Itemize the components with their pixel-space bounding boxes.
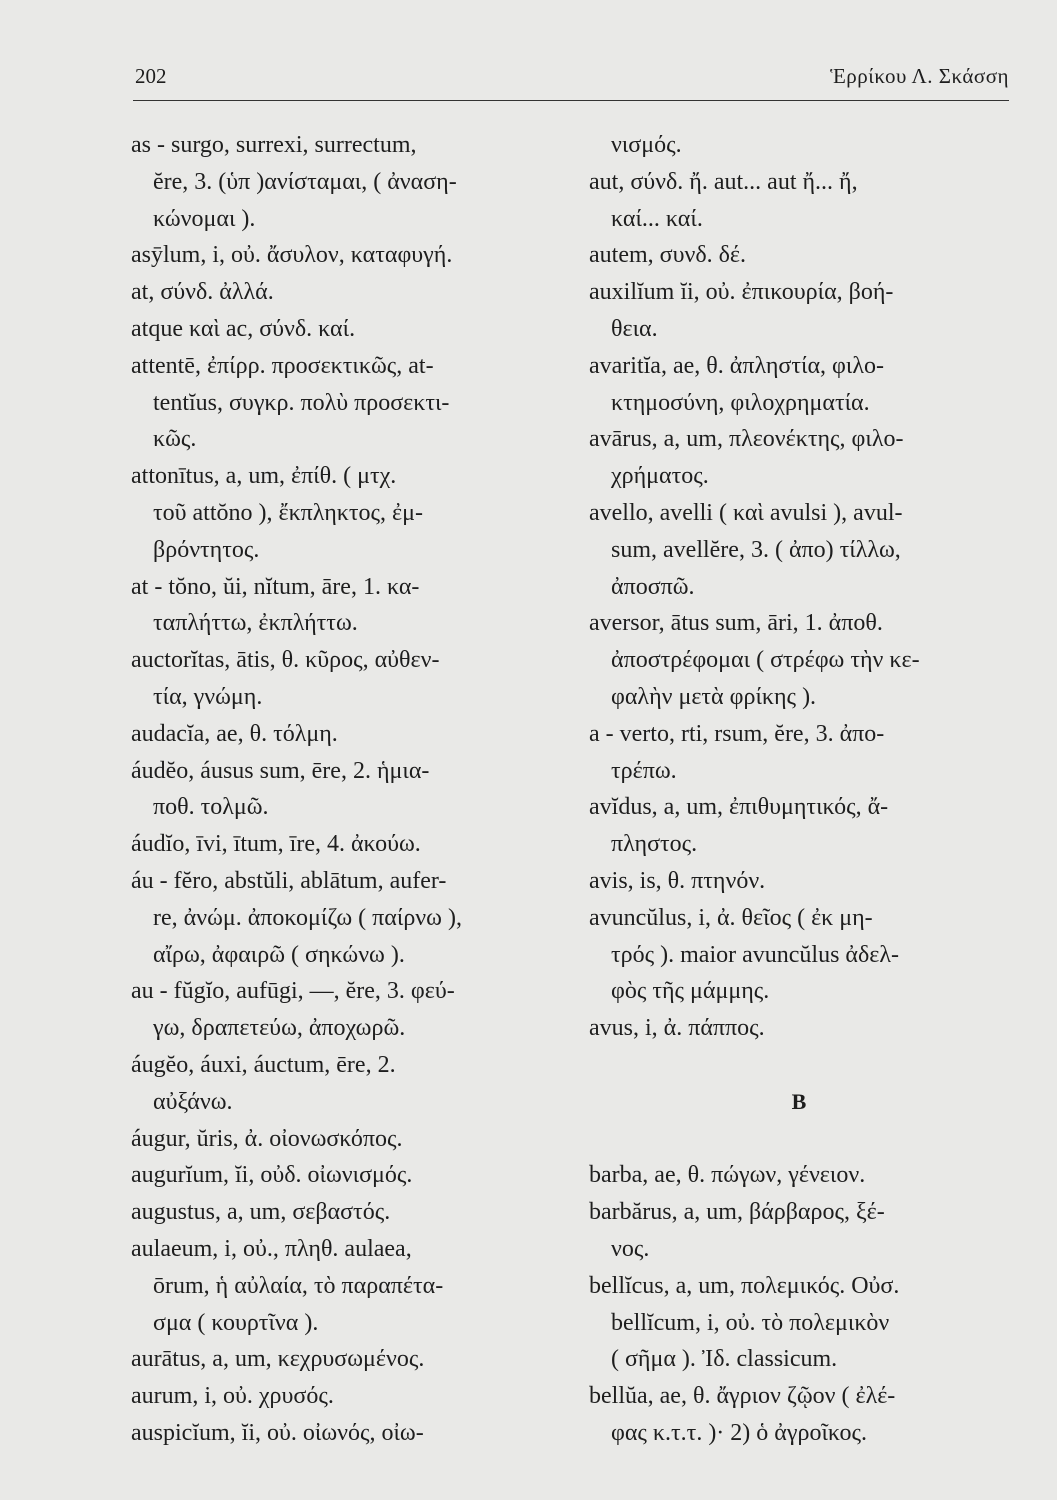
entry-line — [589, 1121, 1009, 1158]
entry-line: re, ἀνώμ. ἀποκομίζω ( παίρνω ), — [153, 904, 462, 931]
entry-line: avaritĭa, ae, θ. ἀπληστία, φιλο- — [589, 352, 884, 379]
entry-line: θεια. — [611, 315, 658, 342]
entry-line: avārus, a, um, πλεονέκτης, φιλο- — [589, 426, 904, 453]
page-number: 202 — [135, 64, 167, 88]
entry-line: κτημοσύνη, φιλοχρηματία. — [611, 389, 870, 416]
entry-line: auxilĭum ĭi, οὐ. ἐπικουρία, βοή- — [589, 279, 894, 306]
entry-line: augurĭum, ĭi, οὐδ. οἰωνισμός. — [131, 1162, 413, 1189]
entry-line: αὐξάνω. — [153, 1088, 233, 1115]
entry-line: áugĕo, áuxi, áuctum, ēre, 2. — [131, 1051, 396, 1078]
entry-line: at, σύνδ. ἀλλά. — [131, 279, 274, 306]
entry-line: τρός ). maior avuncŭlus ἀδελ- — [611, 941, 899, 968]
right-column — [589, 127, 1009, 1452]
entry-line: aversor, ātus sum, āri, 1. ἀποθ. — [589, 610, 883, 637]
entry-line: ( σῆμα ). Ἰδ. classicum. — [611, 1346, 838, 1373]
entry-line: νος. — [611, 1235, 650, 1262]
entry-line: auctorĭtas, ātis, θ. κῦρος, αὐθεν- — [131, 647, 440, 674]
entry-line: νισμός. — [611, 132, 682, 158]
entry-line: attonītus, a, um, ἐπίθ. ( μτχ. — [131, 463, 397, 490]
entry-line: avis, is, θ. πτηνόν. — [589, 867, 766, 894]
entry-line: κῶς. — [153, 426, 197, 453]
entry-line: φὸς τῆς μάμμης. — [611, 978, 770, 1005]
entry-line: γω, δραπετεύω, ἀποχωρῶ. — [153, 1015, 406, 1042]
entry-line: πληστος. — [611, 831, 698, 858]
entry-line: au - fŭgĭo, aufūgi, —, ĕre, 3. φεύ- — [131, 978, 455, 1005]
entry-line: auspicĭum, ĭi, οὐ. οἰωνός, οἰω- — [131, 1419, 424, 1446]
entry-line: τοῦ attŏno ), ἔκπληκτος, ἐμ- — [153, 499, 423, 526]
entry-line: audacĭa, ae, θ. τόλμη. — [131, 720, 338, 747]
entry-line: κώνομαι ). — [153, 205, 256, 232]
entry-line: as - surgo, surrexi, surrectum, — [131, 132, 417, 158]
entry-line: ōrum, ἡ αὐλαία, τὸ παραπέτα- — [153, 1272, 444, 1299]
entry-line: tentĭus, συγκρ. πολὺ προσεκτι- — [153, 389, 450, 416]
entry-line: ταπλήττω, ἐκπλήττω. — [153, 610, 358, 637]
entry-line: τρέπω. — [611, 757, 677, 784]
entry-line: aurātus, a, um, κεχρυσωμένος. — [131, 1346, 425, 1373]
entry-line: aulaeum, i, οὐ., πληθ. aulaea, — [131, 1235, 412, 1262]
entry-line: σμα ( κουρτῖνα ). — [153, 1309, 319, 1336]
entry-line: avus, i, ἀ. πάππος. — [589, 1015, 765, 1042]
entry-line: at - tŏno, ŭi, nĭtum, āre, 1. κα- — [131, 573, 420, 600]
entry-line: áugur, ŭris, ἀ. οἰονωσκόπος. — [131, 1125, 403, 1152]
page-header — [133, 58, 1009, 101]
entry-line: φας κ.τ.τ. )· 2) ὁ ἀγροῖκος. — [611, 1419, 867, 1446]
entry-line: a - verto, rti, rsum, ĕre, 3. ἀπο- — [589, 720, 885, 747]
entry-line: augustus, a, um, σεβαστός. — [131, 1199, 391, 1226]
running-head: Ἑρρίκου Λ. Σκάσση — [830, 64, 1009, 88]
entry-line: barba, ae, θ. πώγων, γένειον. — [589, 1162, 866, 1189]
left-column — [131, 127, 571, 1452]
entry-line: aurum, i, οὐ. χρυσός. — [131, 1383, 334, 1410]
entry-line — [589, 1047, 1009, 1084]
entry-line: αἴρω, ἀφαιρῶ ( σηκώνω ). — [153, 941, 405, 968]
entry-line: ĕre, 3. (ὑπ )ανίσταμαι, ( ἀναση- — [153, 168, 457, 195]
entry-line: χρήματος. — [611, 463, 709, 490]
entry-line: τία, γνώμη. — [153, 683, 263, 710]
entry-line: βρόντητος. — [153, 536, 260, 563]
entry-line: bellŭa, ae, θ. ἄγριον ζῷον ( ἐλέ- — [589, 1383, 896, 1410]
entry-line: aut, σύνδ. ἤ. aut... aut ἤ... ἤ, — [589, 168, 858, 195]
entry-line: ποθ. τολμῶ. — [153, 794, 269, 821]
entry-line: bellĭcum, i, οὐ. τὸ πολεμικὸν — [611, 1309, 890, 1336]
entry-line: avĭdus, a, um, ἐπιθυμητικός, ἄ- — [589, 794, 889, 821]
entry-line: atque καὶ ac, σύνδ. καί. — [131, 315, 356, 342]
entry-line: autem, συνδ. δέ. — [589, 242, 747, 269]
entry-line: áu - fĕro, abstŭli, ablātum, aufer- — [131, 867, 447, 894]
entry-line: áudĕo, áusus sum, ēre, 2. ἡμια- — [131, 757, 430, 784]
entry-line: asȳlum, i, οὐ. ἄσυλον, καταφυγή. — [131, 242, 453, 269]
entry-line: avuncŭlus, i, ἀ. θεῖος ( ἐκ μη- — [589, 904, 873, 931]
entry-line: καί... καί. — [611, 205, 703, 232]
letter-heading: B — [791, 1088, 807, 1114]
entry-line: ἀποσπῶ. — [611, 573, 695, 600]
entry-line: φαλὴν μετὰ φρίκης ). — [611, 683, 817, 710]
entry-line: barbărus, a, um, βάρβαρος, ξέ- — [589, 1199, 885, 1226]
entry-line: ἀποστρέφομαι ( στρέφω τὴν κε- — [611, 647, 920, 674]
entry-line: avello, avelli ( καὶ avulsi ), avul- — [589, 499, 903, 526]
entry-line: áudĭo, īvi, ītum, īre, 4. ἀκούω. — [131, 831, 421, 858]
entry-line: attentē, ἐπίρρ. προσεκτικῶς, at- — [131, 352, 434, 379]
entry-line: bellĭcus, a, um, πολεμικός. Οὐσ. — [589, 1272, 900, 1299]
entry-line: sum, avellĕre, 3. ( ἀπο) τίλλω, — [611, 536, 901, 563]
